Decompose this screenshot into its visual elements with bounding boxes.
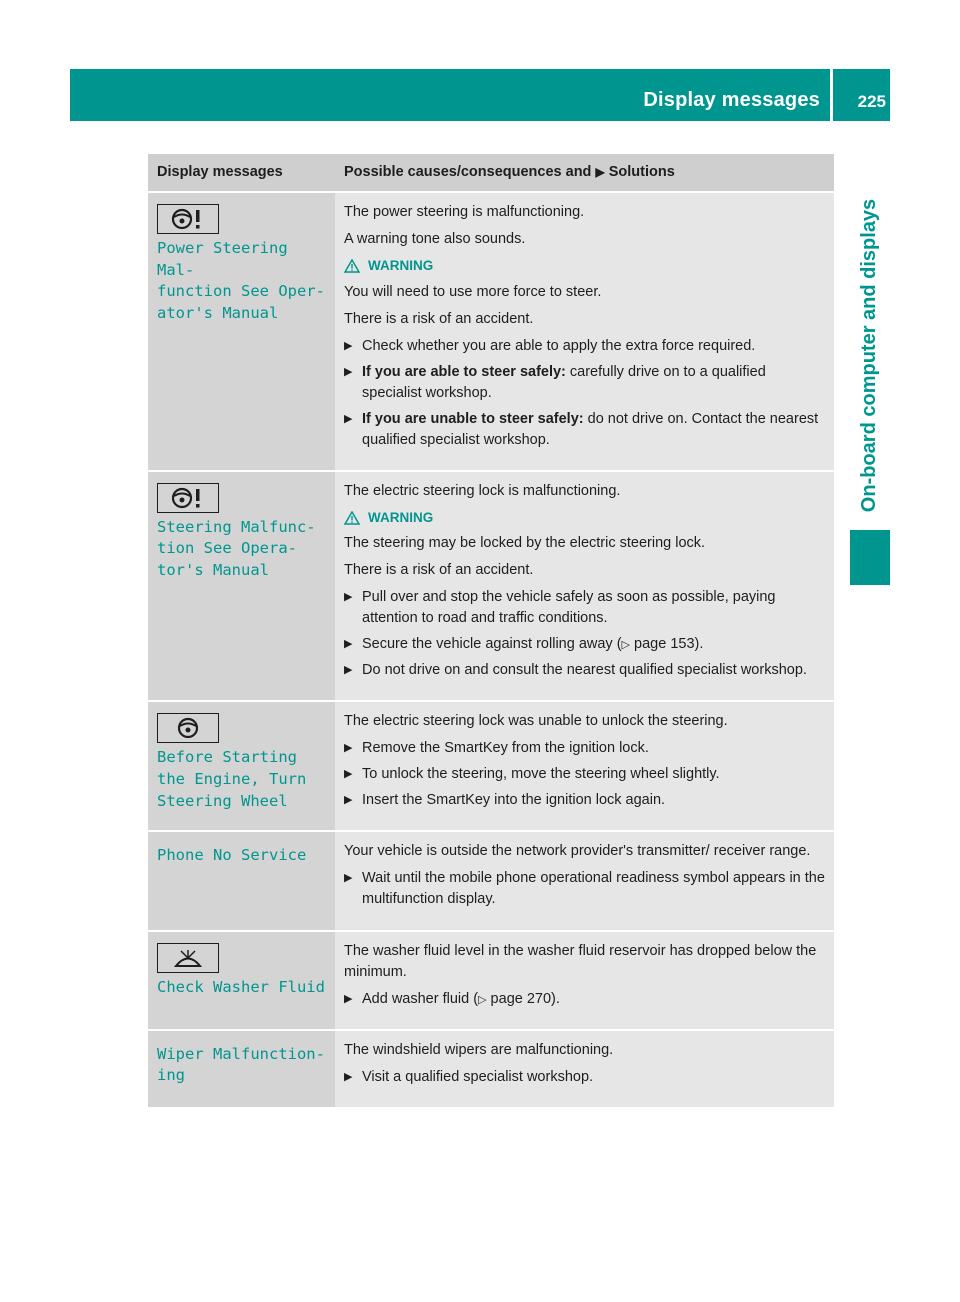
display-message-text: Check Washer Fluid <box>157 977 325 996</box>
solution-step <box>344 1067 826 1088</box>
play-arrow-icon: ▶ <box>344 412 353 425</box>
column-header-solutions <box>335 154 834 192</box>
play-arrow-icon: ▶ <box>344 794 353 807</box>
display-message-text: Wiper Malfunction‐ ing <box>157 1044 325 1085</box>
header-divider <box>830 69 833 121</box>
step-text: Remove the SmartKey from the ignition lock. <box>362 740 649 757</box>
step-text: carefully drive on to a qualified specialist workshop. <box>362 363 766 401</box>
play-arrow-icon: ▶ <box>595 165 605 179</box>
display-message-text: Power Steering Mal‐ function See Oper‐ ator's Manual <box>157 239 325 323</box>
play-arrow-icon: ▶ <box>344 742 353 755</box>
solution-cell <box>335 471 834 702</box>
column-header-messages: Display messages <box>148 154 335 192</box>
column-header-solutions-label: Solutions <box>608 164 675 180</box>
display-message-text: Steering Malfunc‐ tion See Opera‐ tor's Manual <box>157 517 316 580</box>
play-arrow-icon: ▶ <box>344 872 353 885</box>
play-arrow-icon: ▶ <box>344 339 353 352</box>
cause-text: The electric steering lock was unable to unlock the steering. <box>344 713 728 730</box>
step-text: do not drive on. Contact the nearest qualified specialist workshop. <box>362 410 819 448</box>
solution-cell <box>335 192 834 471</box>
solution-step <box>344 989 826 1010</box>
message-cell <box>148 931 335 1030</box>
solution-step <box>344 634 826 655</box>
step-text: Wait until the mobile phone operational readiness symbol appears in the multifunction display. <box>362 870 825 908</box>
side-tab-marker <box>850 530 890 585</box>
table-row <box>148 701 834 831</box>
washer-fluid-icon <box>157 943 219 973</box>
play-arrow-icon: ▶ <box>344 992 353 1005</box>
play-arrow-icon: ▶ <box>344 768 353 781</box>
solution-step <box>344 738 826 759</box>
table-row <box>148 192 834 471</box>
message-cell <box>148 1030 335 1107</box>
message-cell <box>148 831 335 930</box>
table-header-row <box>148 154 834 192</box>
table-row <box>148 1030 834 1107</box>
page-ref-icon: ▷ <box>478 993 487 1006</box>
solution-cell <box>335 831 834 930</box>
warning-label: WARNING <box>368 258 434 274</box>
table-row <box>148 471 834 702</box>
warning-text: The steering may be locked by the electric steering lock. <box>344 535 706 552</box>
step-text: Pull over and stop the vehicle safely as soon as possible, paying attention to road and traffic conditions. <box>362 589 776 627</box>
steering-warning-icon <box>157 483 219 513</box>
play-arrow-icon: ▶ <box>344 591 353 604</box>
display-message-text: Phone No Service <box>157 846 307 865</box>
message-cell <box>148 701 335 831</box>
play-arrow-icon: ▶ <box>344 1070 353 1083</box>
solution-step <box>344 587 826 629</box>
step-text: Insert the SmartKey into the ignition lock again. <box>362 792 666 809</box>
step-text: To unlock the steering, move the steering wheel slightly. <box>362 766 720 783</box>
cause-text: Your vehicle is outside the network provider's transmitter/ receiver range. <box>344 843 811 860</box>
solution-step <box>344 336 826 357</box>
play-arrow-icon: ▶ <box>344 365 353 378</box>
solution-step <box>344 790 826 811</box>
warning-heading <box>344 256 826 276</box>
step-condition: If you are able to steer safely: <box>362 363 566 380</box>
column-header-causes: Possible causes/consequences and <box>344 164 592 180</box>
page-title: Display messages <box>643 89 820 111</box>
step-text: Secure the vehicle against rolling away ( <box>362 636 622 653</box>
message-cell <box>148 471 335 702</box>
warning-triangle-icon <box>344 259 360 273</box>
solution-step <box>344 868 826 910</box>
solution-step <box>344 764 826 785</box>
solution-step <box>344 409 826 451</box>
solution-cell <box>335 931 834 1030</box>
play-arrow-icon: ▶ <box>344 638 353 651</box>
warning-label: WARNING <box>368 509 434 525</box>
cause-text: The washer fluid level in the washer fluid reservoir has dropped below the minimum. <box>344 942 817 980</box>
side-tab-label: On-board computer and displays <box>858 198 881 512</box>
table-row <box>148 831 834 930</box>
warning-heading <box>344 508 826 528</box>
step-text: Do not drive on and consult the nearest qualified specialist workshop. <box>362 662 807 679</box>
step-condition: If you are unable to steer safely: <box>362 410 584 427</box>
step-text: Add washer fluid ( <box>362 990 479 1007</box>
step-text: Check whether you are able to apply the extra force required. <box>362 337 756 354</box>
solution-step <box>344 362 826 404</box>
warning-text: There is a risk of an accident. <box>344 310 534 327</box>
cause-text: A warning tone also sounds. <box>344 231 526 248</box>
table-row <box>148 931 834 1030</box>
play-arrow-icon: ▶ <box>344 664 353 677</box>
display-message-text: Before Starting the Engine, Turn Steering Wheel <box>157 748 307 810</box>
steering-wheel-icon <box>157 713 219 743</box>
steering-warning-icon <box>157 204 219 234</box>
display-messages-table <box>148 154 834 1107</box>
cause-text: The power steering is malfunctioning. <box>344 204 585 221</box>
step-text: Visit a qualified specialist workshop. <box>362 1068 594 1085</box>
cause-text: The electric steering lock is malfunctioning. <box>344 482 621 499</box>
cause-text: The windshield wipers are malfunctioning. <box>344 1041 614 1058</box>
message-cell <box>148 192 335 471</box>
solution-cell <box>335 701 834 831</box>
page-ref-link[interactable]: page 270). <box>486 990 560 1007</box>
page-ref-link[interactable]: page 153). <box>630 636 704 653</box>
page-number: 225 <box>857 92 886 111</box>
page-header <box>70 69 890 121</box>
warning-text: There is a risk of an accident. <box>344 562 534 579</box>
warning-text: You will need to use more force to steer. <box>344 283 602 300</box>
page-ref-icon: ▷ <box>621 639 630 652</box>
warning-triangle-icon <box>344 511 360 525</box>
solution-cell <box>335 1030 834 1107</box>
solution-step <box>344 660 826 681</box>
side-tab <box>850 125 890 585</box>
